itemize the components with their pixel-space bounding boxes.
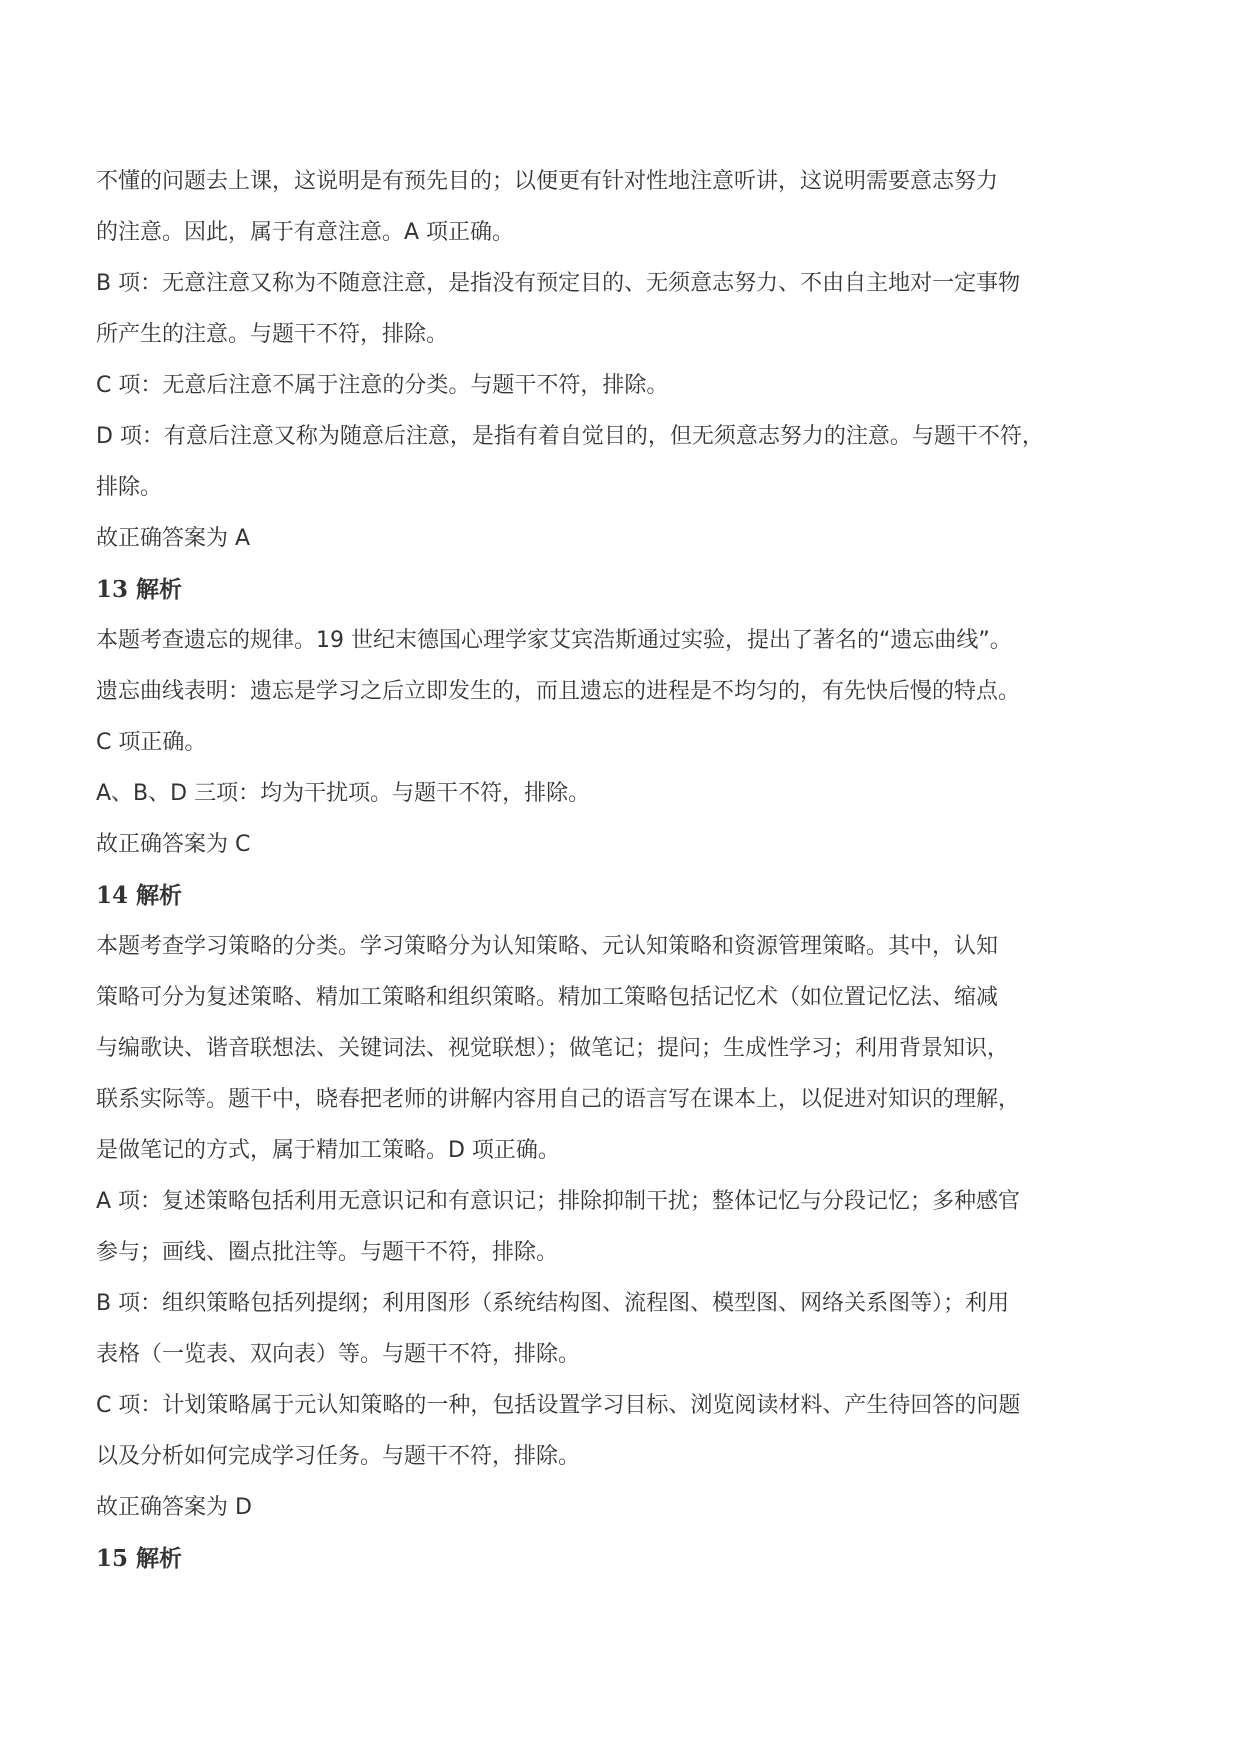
q14-heading: 14 解析 <box>96 882 183 909</box>
q13-text-line: 本题考查遗忘的规律。19 世纪末德国心理学家艾宾浩斯通过实验，提出了著名的“遗忘曲线”。 <box>96 628 1012 653</box>
q14-text-line: 与编歌诀、谐音联想法、关键词法、视觉联想）；做笔记；提问；生成性学习；利用背景知识， <box>96 1036 1010 1061</box>
q14-option-c-cont: 以及分析如何完成学习任务。与题干不符，排除。 <box>96 1444 581 1469</box>
q14-option-b: B 项：组织策略包括列提纲；利用图形（系统结构图、流程图、模型图、网络关系图等）；利用 <box>96 1291 1010 1316</box>
q14-option-a: A 项：复述策略包括利用无意识记和有意识记；排除抑制干扰；整体记忆与分段记忆；多种感官 <box>96 1189 1021 1214</box>
q14-text-line: 本题考查学习策略的分类。学习策略分为认知策略、元认知策略和资源管理策略。其中，认知 <box>96 934 999 959</box>
q12-option-c: C 项：无意后注意不属于注意的分类。与题干不符，排除。 <box>96 373 669 398</box>
q14-answer: 故正确答案为 D <box>96 1495 252 1520</box>
q13-text-line: C 项正确。 <box>96 730 207 755</box>
q14-text-line: 联系实际等。题干中，晓春把老师的讲解内容用自己的语言写在课本上，以促进对知识的理解， <box>96 1087 1021 1112</box>
q14-text-line: 是做笔记的方式，属于精加工策略。D 项正确。 <box>96 1138 560 1163</box>
q12-option-b-cont: 所产生的注意。与题干不符，排除。 <box>96 322 449 347</box>
q12-text-line: 不懂的问题去上课，这说明是有预先目的；以便更有针对性地注意听讲，这说明需要意志努力 <box>96 169 999 194</box>
q13-answer: 故正确答案为 C <box>96 832 251 857</box>
document-page <box>96 156 1176 1584</box>
q12-answer: 故正确答案为 A <box>96 526 251 551</box>
q13-text-line: A、B、D 三项：均为干扰项。与题干不符，排除。 <box>96 781 591 806</box>
q14-option-a-cont: 参与；画线、圈点批注等。与题干不符，排除。 <box>96 1240 559 1265</box>
q12-text-line: 的注意。因此，属于有意注意。A 项正确。 <box>96 220 515 245</box>
q13-heading: 13 解析 <box>96 576 183 603</box>
q12-option-d-cont: 排除。 <box>96 475 163 500</box>
q12-option-d: D 项：有意后注意又称为随意后注意，是指有着自觉目的，但无须意志努力的注意。与题干不符， <box>96 424 1044 449</box>
q14-text-line: 策略可分为复述策略、精加工策略和组织策略。精加工策略包括记忆术（如位置记忆法、缩减 <box>96 985 999 1010</box>
q14-option-c: C 项：计划策略属于元认知策略的一种，包括设置学习目标、浏览阅读材料、产生待回答的问题 <box>96 1393 1021 1418</box>
q12-option-b: B 项：无意注意又称为不随意注意，是指没有预定目的、无须意志努力、不由自主地对一定事物 <box>96 271 1021 296</box>
q15-heading: 15 解析 <box>96 1545 183 1572</box>
q13-text-line: 遗忘曲线表明：遗忘是学习之后立即发生的，而且遗忘的进程是不均匀的，有先快后慢的特点。 <box>96 679 1021 704</box>
q14-option-b-cont: 表格（一览表、双向表）等。与题干不符，排除。 <box>96 1342 581 1367</box>
